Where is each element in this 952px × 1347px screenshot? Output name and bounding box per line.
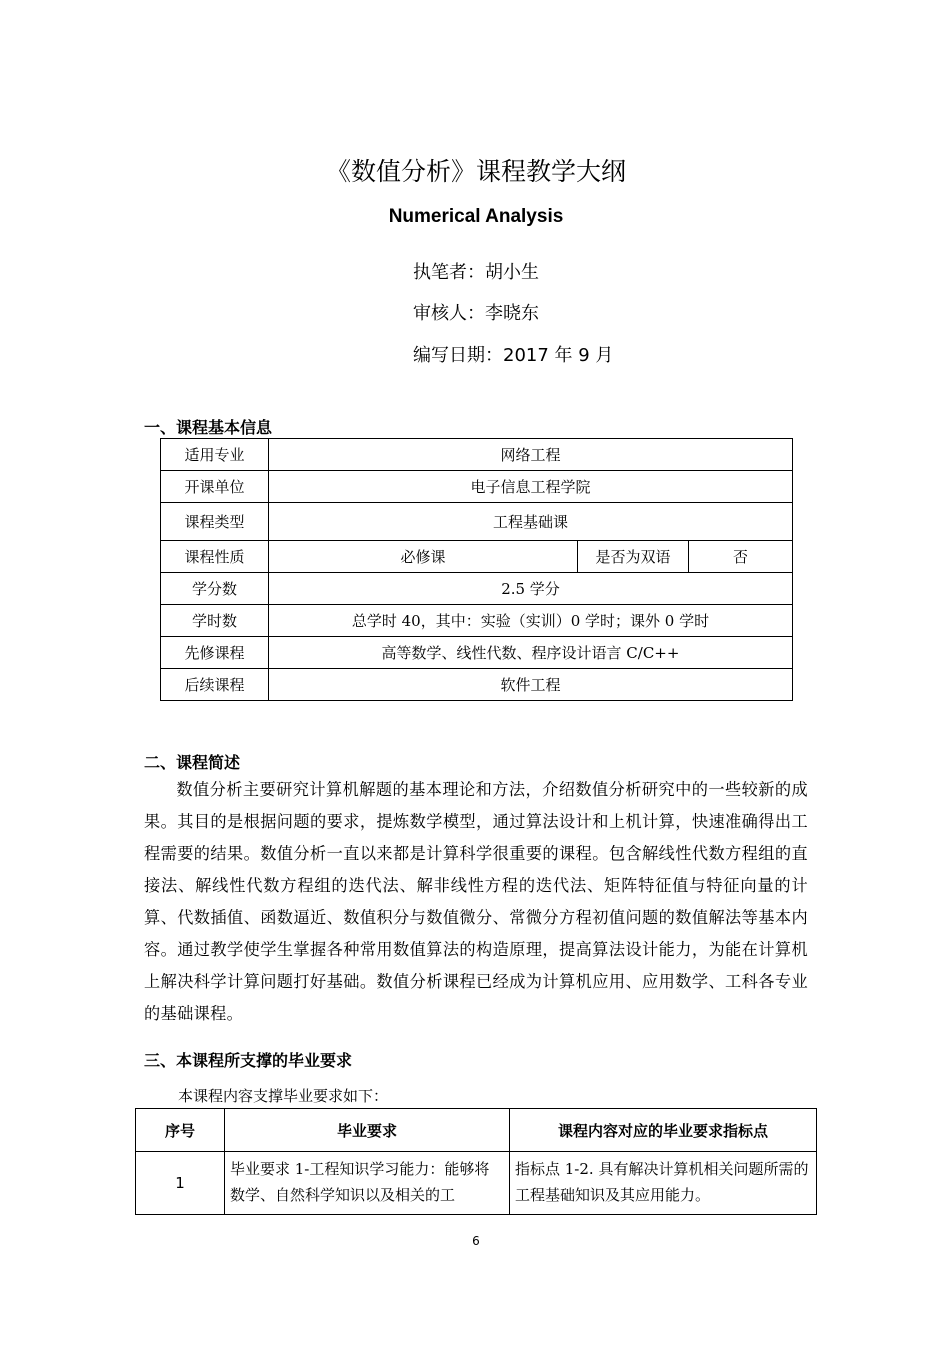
info-value: 软件工程 [269, 669, 793, 701]
column-header: 毕业要求 [225, 1109, 510, 1152]
row-number: 1 [136, 1152, 225, 1215]
table-row [161, 541, 793, 573]
info-label: 学分数 [161, 573, 269, 605]
requirements-intro: 本课程内容支撑毕业要求如下： [178, 1087, 389, 1105]
info-extra-label: 是否为双语 [578, 541, 689, 573]
column-header: 序号 [136, 1109, 225, 1152]
table-row [161, 503, 793, 541]
author-line: 执笔者：胡小生 [413, 262, 539, 283]
requirement-cell: 毕业要求 1-工程知识学习能力：能够将数学、自然科学知识以及相关的工 [225, 1152, 510, 1215]
info-value: 工程基础课 [269, 503, 793, 541]
table-row [161, 439, 793, 471]
reviewer-line: 审核人：李晓东 [413, 303, 539, 324]
course-info-table [160, 438, 793, 701]
info-value: 2.5 学分 [269, 573, 793, 605]
column-header: 课程内容对应的毕业要求指标点 [510, 1109, 817, 1152]
info-label: 适用专业 [161, 439, 269, 471]
document-title: 《数值分析》课程教学大纲 [325, 157, 626, 186]
info-label: 课程类型 [161, 503, 269, 541]
section1-heading: 一、课程基本信息 [144, 418, 273, 437]
table-row [161, 573, 793, 605]
info-value: 电子信息工程学院 [269, 471, 793, 503]
info-value: 总学时 40，其中：实验（实训）0 学时；课外 0 学时 [269, 605, 793, 637]
table-row [161, 605, 793, 637]
date-line: 编写日期：2017 年 9 月 [413, 345, 614, 366]
section3-heading: 三、本课程所支撑的毕业要求 [144, 1051, 353, 1070]
table-row [136, 1152, 817, 1215]
indicator-cell: 指标点 1-2. 具有解决计算机相关问题所需的工程基础知识及其应用能力。 [510, 1152, 817, 1215]
info-label: 学时数 [161, 605, 269, 637]
info-label: 课程性质 [161, 541, 269, 573]
document-subtitle: Numerical Analysis [388, 206, 564, 227]
table-row [161, 637, 793, 669]
requirements-table [135, 1108, 817, 1215]
course-description: 数值分析主要研究计算机解题的基本理论和方法，介绍数值分析研究中的一些较新的成果。其目的是根据问题的要求，提炼数学模型，通过算法设计和上机计算，快速准确得出工程需要的结果。数值分析一直以来都是计算科学很重要的课程。包含解线性代数方程组的直接法、解线性代数方程组的迭代法、解非线性方程的迭代法、矩阵特征值与特征向量的计算、代数插值、函数逼近、数值积分与数值微分、常微分方程初值问题的数值解法等基本内容。通过教学使学生掌握各种常用数值算法的构造原理，提高算法设计能力，为能在计算机上解决科学计算问题打好基础。数值分析课程已经成为计算机应用、应用数学、工科各专业的基础课程。 [144, 780, 808, 1023]
page-number: 6 [472, 1234, 480, 1248]
table-row [161, 471, 793, 503]
info-label: 开课单位 [161, 471, 269, 503]
info-label: 后续课程 [161, 669, 269, 701]
info-label: 先修课程 [161, 637, 269, 669]
table-row [161, 669, 793, 701]
info-value: 必修课 [269, 541, 578, 573]
info-value: 网络工程 [269, 439, 793, 471]
info-value: 高等数学、线性代数、程序设计语言 C/C++ [269, 637, 793, 669]
table-header-row [136, 1109, 817, 1152]
section2-heading: 二、课程简述 [144, 753, 241, 772]
info-extra-value: 否 [689, 541, 793, 573]
